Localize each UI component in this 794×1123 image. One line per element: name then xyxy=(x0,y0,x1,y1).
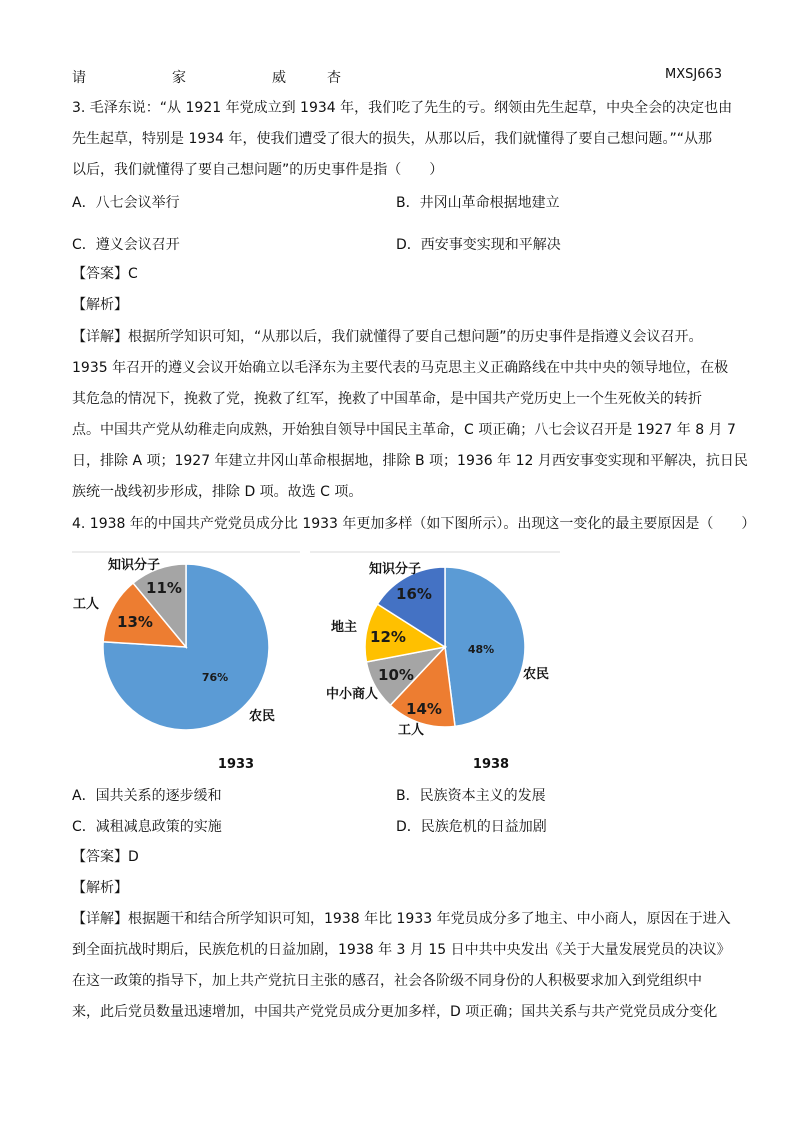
q4-stem: 4. 1938 年的中国共产党党员成分比 1933 年更加多样（如下图所示）。出现这一变化的最主要原因是（ ） xyxy=(72,516,756,532)
header-char-3: 威 xyxy=(272,70,286,86)
value-label-1933-2: 11% xyxy=(146,579,182,597)
header-char-1: 请 xyxy=(72,70,86,86)
q3-detail-line-6: 族统一战线初步形成，排除 D 项。故选 C 项。 xyxy=(72,484,363,500)
category-label-1938-4: 知识分子 xyxy=(368,562,422,577)
header-char-4: 杏 xyxy=(327,70,341,86)
value-label-1938-2: 10% xyxy=(378,666,414,684)
q4-option-b: B．民族资本主义的发展 xyxy=(396,788,546,804)
chart-title-1933: 1933 xyxy=(217,757,255,772)
q4-detail-line-2: 到全面抗战时期后，民族危机的日益加剧，1938 年 3 月 15 日中共中央发出《关于大量发展党员的决议》 xyxy=(72,942,731,958)
value-label-1933-0: 76% xyxy=(201,671,229,684)
header-code: MXSJ663 xyxy=(665,67,723,82)
q4-answer: 【答案】D xyxy=(72,849,139,865)
category-label-1938-3: 地主 xyxy=(330,620,358,635)
chart-title-1938: 1938 xyxy=(472,757,510,772)
q3-detail-line-4: 点。中国共产党从幼稚走向成熟，开始独自领导中国民主革命，C 项正确；八七会议召开是 1927 年 8 月 7 xyxy=(72,422,736,438)
category-label-1933-1: 工人 xyxy=(72,597,100,612)
q3-detail-line-3: 其危急的情况下，挽救了党，挽救了红军，挽救了中国革命，是中国共产党历史上一个生死攸关的转折 xyxy=(72,391,702,407)
category-label-1933-0: 农民 xyxy=(248,709,276,724)
q4-option-a: A．国共关系的逐步缓和 xyxy=(72,788,222,804)
q3-detail-line-5: 日，排除 A 项；1927 年建立井冈山革命根据地，排除 B 项；1936 年 12 月西安事变实现和平解决，抗日民 xyxy=(72,453,748,469)
category-label-1938-0: 农民 xyxy=(522,667,550,682)
category-label-1938-2: 中小商人 xyxy=(325,687,379,702)
q3-stem-line-1: 3. 毛泽东说：“从 1921 年党成立到 1934 年，我们吃了先生的亏。纲领由先生起草，中央全会的决定也由 xyxy=(72,100,733,116)
q3-option-a: A．八七会议举行 xyxy=(72,195,180,211)
q4-analysis-label: 【解析】 xyxy=(72,880,128,896)
q3-answer: 【答案】C xyxy=(72,266,138,282)
q4-detail-line-4: 来，此后党员数量迅速增加，中国共产党党员成分更加多样，D 项正确；国共关系与共产党党员成分变化 xyxy=(72,1004,718,1020)
value-label-1938-0: 48% xyxy=(467,643,495,656)
value-label-1938-3: 12% xyxy=(370,628,406,646)
value-label-1938-4: 16% xyxy=(396,585,432,603)
q3-detail-line-1: 【详解】根据所学知识可知，“从那以后，我们就懂得了要自己想问题”的历史事件是指遵义会议召开。 xyxy=(72,329,703,345)
category-label-1938-1: 工人 xyxy=(397,723,425,738)
q3-option-d: D．西安事变实现和平解决 xyxy=(396,237,561,253)
q3-analysis-label: 【解析】 xyxy=(72,297,128,313)
category-label-1933-2: 知识分子 xyxy=(107,558,161,573)
pie-chart-1933 xyxy=(72,545,302,775)
q3-detail-line-2: 1935 年召开的遵义会议开始确立以毛泽东为主要代表的马克思主义正确路线在中共中央的领导地位，在极 xyxy=(72,360,729,376)
q3-stem-line-3: 以后，我们就懂得了要自己想问题”的历史事件是指（ ） xyxy=(72,162,444,178)
q3-option-b: B．井冈山革命根据地建立 xyxy=(396,195,560,211)
q4-detail-line-3: 在这一政策的指导下，加上共产党抗日主张的感召，社会各阶级不同身份的人积极要求加入到党组织中 xyxy=(72,973,702,989)
value-label-1938-1: 14% xyxy=(406,700,442,718)
q4-detail-line-1: 【详解】根据题干和结合所学知识可知，1938 年比 1933 年党员成分多了地主、中小商人，原因在于进入 xyxy=(72,911,731,927)
value-label-1933-1: 13% xyxy=(117,613,153,631)
q3-option-c: C．遵义会议召开 xyxy=(72,237,180,253)
q3-stem-line-2: 先生起草，特别是 1934 年，使我们遭受了很大的损失，从那以后，我们就懂得了要自己想问题。”“从那 xyxy=(72,131,713,147)
pie-chart-1938 xyxy=(310,545,562,775)
q4-option-c: C．减租减息政策的实施 xyxy=(72,819,222,835)
q4-option-d: D．民族危机的日益加剧 xyxy=(396,819,547,835)
header-char-2: 家 xyxy=(172,70,186,86)
